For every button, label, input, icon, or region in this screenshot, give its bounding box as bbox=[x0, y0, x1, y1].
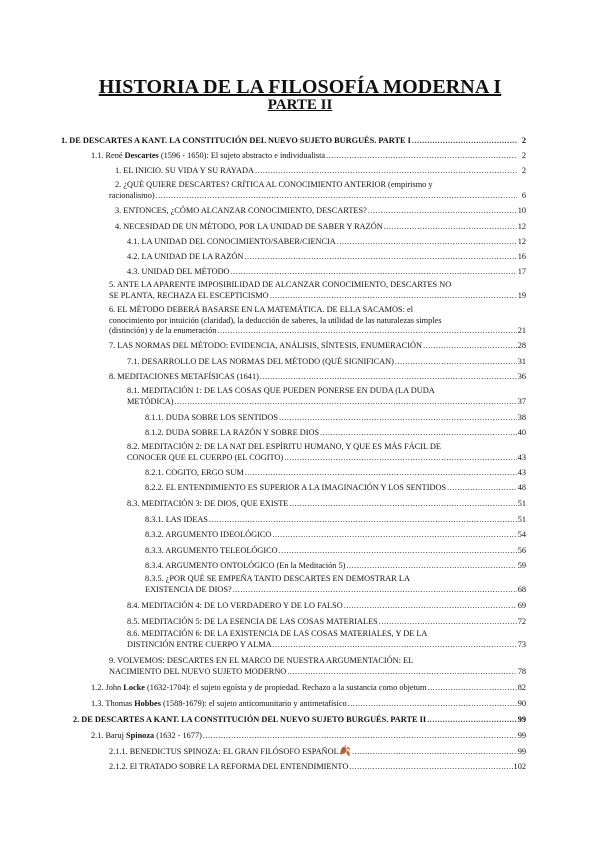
leaf-icon: 🍂 bbox=[338, 746, 352, 757]
toc-entry-spinoza[interactable]: 2.1. Baruj Spinoza (1632 - 1677) ..... 99 bbox=[91, 731, 526, 742]
toc-entry-descartes[interactable]: 1.1. René Descartes (1596 - 1650): El sujeto abstracto e individualista ..... 2 bbox=[91, 151, 526, 162]
toc-entry-4[interactable]: 4. NECESIDAD DE UN MÉTODO, POR LA UNIDAD DE SABER Y RAZÓN ..... 12 bbox=[115, 222, 526, 233]
toc-entry-8-1[interactable]: 8.1. MEDITACIÓN 1: DE LAS COSAS QUE PUEDEN PONERSE EN DUDA (LA DUDA METÓDICA) ..... 37 bbox=[127, 386, 526, 407]
toc-entry-8-2-2[interactable]: 8.2.2. EL ENTENDIMIENTO ES SUPERIOR A LA IMAGINACIÓN Y LOS SENTIDOS ..... 48 bbox=[145, 483, 526, 494]
toc-entry-8-3[interactable]: 8.3. MEDITACIÓN 3: DE DIOS, QUE EXISTE ..... 51 bbox=[127, 499, 526, 510]
toc-entry-8-3-1[interactable]: 8.3.1. LAS IDEAS ..... 51 bbox=[145, 515, 526, 526]
toc-entry-8-3-2[interactable]: 8.3.2. ARGUMENTO IDEOLÓGICO ..... 54 bbox=[145, 530, 526, 541]
toc-entry-8-3-4[interactable]: 8.3.4. ARGUMENTO ONTOLÓGICO (En la Meditación 5) ..... 59 bbox=[145, 561, 526, 572]
toc-entry-part-2[interactable]: 2. DE DESCARTES A KANT. LA CONSTITUCIÓN DEL NUEVO SUJETO BURGUÉS. PARTE II ..... 99 bbox=[73, 715, 526, 726]
toc-entry-7[interactable]: 7. LAS NORMAS DEL MÉTODO: EVIDENCIA, ANÁLISIS, SÍNTESIS, ENUMERACIÓN ..... 28 bbox=[109, 341, 526, 352]
toc-entry-part-1[interactable]: 1. DE DESCARTES A KANT. LA CONSTITUCIÓN DEL NUEVO SUJETO BURGUÉS. PARTE I ..... 2 bbox=[61, 136, 526, 147]
toc-entry-locke[interactable]: 1.2. John Locke (1632-1704): el sujeto egoísta y de propiedad. Rechazo a la sustancia como objetum ..... 82 bbox=[91, 683, 526, 694]
toc-entry-8-2[interactable]: 8.2. MEDITACIÓN 2: DE LA NAT DEL ESPÍRITU HUMANO, Y QUE ES MÁS FÁCIL DE CONOCER QUE EL CUERPO (EL COGITO) ..... 43 bbox=[127, 442, 526, 463]
toc-entry-8-4[interactable]: 8.4. MEDITACIÓN 4: DE LO VERDADERO Y DE LO FALSO ..... 69 bbox=[127, 601, 526, 612]
toc-entry-8-3-3[interactable]: 8.3.3. ARGUMENTO TELEOLÓGICO ..... 56 bbox=[145, 546, 526, 557]
toc-entry-1[interactable]: 1. EL INICIO. SU VIDA Y SU RAYADA ..... 2 bbox=[115, 166, 526, 177]
toc-entry-7-1[interactable]: 7.1. DESARROLLO DE LAS NORMAS DEL MÉTODO (QUÉ SIGNIFICAN) ..... 31 bbox=[127, 357, 526, 368]
toc-entry-8-3-5[interactable]: 8.3.5. ¿POR QUÉ SE EMPEÑA TANTO DESCARTES EN DEMOSTRAR LA EXISTENCIA DE DIOS? ..... 68 bbox=[145, 574, 526, 595]
toc-entry-8-5[interactable]: 8.5. MEDITACIÓN 5: DE LA ESENCIA DE LAS COSAS MATERIALES ..... 72 bbox=[127, 617, 526, 628]
toc-entry-4-2[interactable]: 4.2. LA UNIDAD DE LA RAZÓN ..... 16 bbox=[127, 252, 526, 263]
toc-entry-8[interactable]: 8. MEDITACIONES METAFÍSICAS (1641) ..... 36 bbox=[109, 372, 526, 383]
toc-entry-4-3[interactable]: 4.3. UNIDAD DEL MÉTODO ..... 17 bbox=[127, 267, 526, 278]
toc-entry-2-1-1[interactable]: 2.1.1. BENEDICTUS SPINOZA: EL GRAN FILÓSOFO ESPAÑOL 🍂 ..... 99 bbox=[109, 747, 526, 758]
toc-entry-8-6[interactable]: 8.6. MEDITACIÓN 6: DE LA EXISTENCIA DE LAS COSAS MATERIALES, Y DE LA DISTINCIÓN ENTRE CUERPO Y ALMA ..... 73 bbox=[127, 629, 526, 650]
toc-entry-3[interactable]: 3. ENTONCES, ¿CÓMO ALCANZAR CONOCIMIENTO, DESCARTES? ..... 10 bbox=[115, 206, 526, 217]
document-subtitle: PARTE II bbox=[267, 97, 333, 113]
toc-entry-2-1-2[interactable]: 2.1.2. El TRATADO SOBRE LA REFORMA DEL ENTENDIMIENTO ..... 102 bbox=[109, 762, 526, 773]
toc-entry-2[interactable]: 2. ¿QUÉ QUIERE DESCARTES? CRÍTICA AL CONOCIMIENTO ANTERIOR (empirismo y racionalismo) ..... 6 bbox=[109, 180, 526, 201]
toc-entry-hobbes[interactable]: 1.3. Thomas Hobbes (1588-1679): el sujeto anticomunitario y antimetafísico ..... 90 bbox=[91, 699, 526, 710]
toc-entry-8-1-2[interactable]: 8.1.2. DUDA SOBRE LA RAZÓN Y SOBRE DIOS ..... 40 bbox=[145, 428, 526, 439]
toc-entry-8-2-1[interactable]: 8.2.1. COGITO, ERGO SUM ..... 43 bbox=[145, 468, 526, 479]
toc-entry-9[interactable]: 9. VOLVEMOS: DESCARTES EN EL MARCO DE NUESTRA ARGUMENTACIÓN: EL NACIMIENTO DEL NUEVO SUJETO MODERNO ..... 78 bbox=[109, 656, 526, 677]
toc-entry-4-1[interactable]: 4.1. LA UNIDAD DEL CONOCIMIENTO/SABER/CIENCIA ..... 12 bbox=[127, 237, 526, 248]
toc-entry-5[interactable]: 5. ANTE LA APARENTE IMPOSIBILIDAD DE ALCANZAR CONOCIMIENTO, DESCARTES NO SE PLANTA, RECHAZA EL ESCEPTICISMO ..... 19 bbox=[109, 280, 526, 301]
toc-entry-8-1-1[interactable]: 8.1.1. DUDA SOBRE LOS SENTIDOS ..... 38 bbox=[145, 413, 526, 424]
document-title: HISTORIA DE LA FILOSOFÍA MODERNA I bbox=[98, 76, 502, 98]
toc-entry-6[interactable]: 6. EL MÉTODO DEBERÁ BASARSE EN LA MATEMÁTICA. DE ELLA SACAMOS: el conocimiento por intuición (claridad), la deducción de saberes, la utilidad de las naturalezas simples (distinción) y de la enumeración ..... 21 bbox=[109, 305, 526, 337]
